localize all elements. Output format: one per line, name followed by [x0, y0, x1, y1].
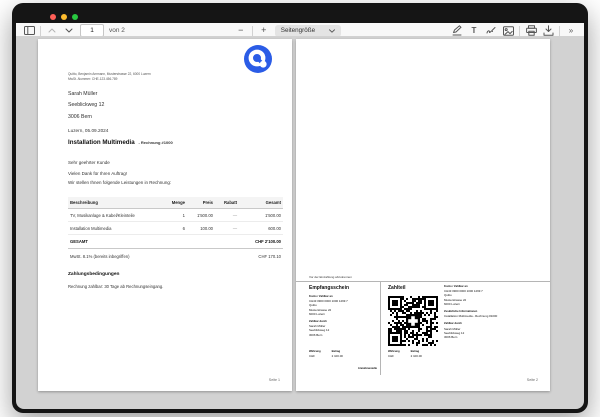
creditor-street: Musterstrasse 22 [444, 297, 467, 302]
amount-label: Betrag [331, 350, 341, 353]
column-header: Menge [171, 200, 185, 205]
currency-group [388, 350, 400, 358]
account-iban: CH43 0900 0000 1000 1299 7 [309, 299, 348, 304]
acceptance-point-label: Annahmestelle [357, 367, 377, 370]
text-icon: T [471, 25, 477, 35]
amount-group [411, 350, 422, 358]
signature-icon [486, 26, 496, 36]
chevron-up-icon [48, 28, 56, 33]
creditor-street: Musterstrasse 22 [309, 307, 332, 312]
table-header-row [68, 197, 283, 209]
receipt-details [309, 295, 377, 337]
total-row [68, 235, 283, 249]
detach-note: Vor der Einzahlung abzutrennen [309, 275, 352, 279]
chevron-down-icon [65, 28, 73, 33]
debtor-city: 3006 Bern [444, 335, 458, 340]
item-price: 1'500.00 [197, 212, 213, 218]
creditor-city: 6000 Luzern [444, 301, 461, 306]
invoice-table [68, 197, 283, 263]
creditor-name: Quitto [309, 303, 317, 308]
page-number-label: Seite 2 [526, 378, 538, 382]
date-line: Luzern, 05.09.2024 [68, 128, 109, 133]
maximize-window-button[interactable] [72, 14, 78, 20]
invoice-number: - Rechnung #1000 [138, 140, 173, 145]
invoice-title-text: Installation Multimedia [68, 139, 135, 146]
debtor-city: 3006 Bern [309, 332, 323, 337]
slip-separator-line [296, 281, 550, 282]
debtor-street: Seeblickweg 12 [444, 330, 465, 335]
item-quantity: 1 [182, 212, 185, 218]
page-number-label: Seite 1 [268, 378, 280, 382]
sender-block [68, 72, 151, 82]
recipient-address [68, 89, 104, 123]
close-window-button[interactable] [50, 14, 56, 20]
image-icon [503, 26, 514, 36]
item-quantity: 6 [182, 225, 185, 231]
payment-terms-text: Rechnung zahlbar: 30 Tage ab Rechnungseingang. [68, 284, 164, 289]
sidebar-toggle-icon [24, 26, 35, 35]
account-label: Konto / Zahlbar an [444, 285, 468, 288]
recipient-street: Seeblickweg 12 [68, 102, 105, 109]
intro-text-2: Wir stellen Ihnen folgende Leistungen in Rechnung: [68, 180, 172, 185]
item-discount: — [232, 225, 237, 231]
qr-code [388, 296, 438, 346]
receipt-title: Empfangsschein [309, 285, 350, 291]
debtor-name: Sarah Müller [309, 324, 326, 329]
debtor-name: Sarah Müller [444, 326, 461, 331]
total-value: CHF 2'100.00 [255, 239, 281, 244]
debtor-street: Seeblickweg 12 [309, 328, 330, 333]
item-total: 600.00 [268, 225, 281, 231]
item-price: 100.00 [200, 225, 213, 231]
document-canvas [16, 36, 584, 409]
currency-value: CHF [388, 354, 394, 359]
item-description: Installation Multimedia [70, 225, 112, 231]
payment-title: Zahlteil [388, 285, 406, 291]
total-label: GESAMT [70, 239, 88, 244]
payment-amount [388, 350, 422, 358]
vat-label: MwSt. 8.1% (bereits inbegriffen) [70, 253, 130, 259]
minimize-window-button[interactable] [61, 14, 67, 20]
greeting-text: Sehr geehrter Kunde [68, 160, 110, 165]
sender-line: Quitto, Benjamin Ammann, Musterstrasse 22, 6000 Luzern [68, 72, 151, 76]
zoom-out-icon: − [238, 25, 244, 35]
intro-text-1: Vielen Dank für Ihren Auftrag! [68, 171, 127, 176]
recipient-city: 3006 Bern [68, 113, 92, 120]
zoom-scale-value: Seitengröße [280, 27, 316, 34]
column-header: Beschreibung [70, 200, 98, 205]
payable-by-label: Zahlbar durch [444, 322, 462, 326]
chevron-down-icon [329, 29, 335, 33]
app-window [12, 3, 588, 413]
zoom-in-icon: + [261, 25, 267, 35]
zoom-scale-select[interactable] [275, 25, 341, 37]
additional-info-text: Installation Multimedia - Rechnung #1000 [444, 314, 498, 319]
toolbar-divider [559, 26, 560, 36]
toolbar-divider [252, 26, 253, 36]
amount-value: 2 100.00 [410, 354, 422, 359]
column-header: Rabatt [223, 200, 237, 205]
creditor-name: Quitto [444, 293, 452, 298]
recipient-name: Sarah Müller [68, 91, 98, 97]
amount-group [332, 350, 343, 358]
page-count-label: von 2 [109, 27, 125, 34]
sender-line: MwSt.-Nummer: CHE-123.456.789 [68, 76, 118, 81]
payable-by-label: Zahlbar durch [309, 320, 327, 324]
item-discount: — [232, 212, 237, 218]
slip-divider-line [380, 281, 381, 375]
receipt-amount [309, 350, 343, 358]
account-label: Konto / Zahlbar an [309, 295, 333, 298]
account-iban: CH43 0900 0000 1000 1299 7 [444, 289, 483, 294]
print-icon [526, 25, 537, 36]
draw-icon [452, 25, 462, 36]
more-tools-icon: » [568, 25, 574, 35]
payment-terms-heading: Zahlungsbedingungen [68, 272, 120, 277]
page-1 [38, 39, 292, 391]
toolbar-divider [519, 26, 520, 36]
currency-label: Währung [388, 350, 400, 353]
column-header: Preis [202, 200, 213, 205]
company-logo [244, 45, 272, 73]
amount-label: Betrag [410, 350, 420, 353]
column-header: Gesamt [265, 200, 281, 205]
vat-value: CHF 170.10 [258, 253, 281, 259]
item-total: 1'500.00 [265, 212, 281, 218]
payment-details [444, 285, 540, 339]
table-row [68, 222, 283, 235]
creditor-city: 6000 Luzern [309, 311, 326, 316]
currency-group [309, 350, 321, 358]
table-row [68, 209, 283, 222]
additional-info-label: Zusätzliche Informationen [444, 310, 478, 314]
currency-value: CHF [309, 354, 315, 359]
toolbar-divider [40, 26, 41, 36]
page-2 [296, 39, 550, 391]
currency-label: Währung [309, 350, 321, 353]
item-description: TV, Musikanlage & Kabel/Kleinteile [70, 212, 135, 218]
download-icon [543, 25, 554, 36]
invoice-title [68, 139, 173, 146]
amount-value: 2 100.00 [331, 354, 343, 359]
vat-row [68, 249, 283, 263]
titlebar [16, 3, 584, 23]
